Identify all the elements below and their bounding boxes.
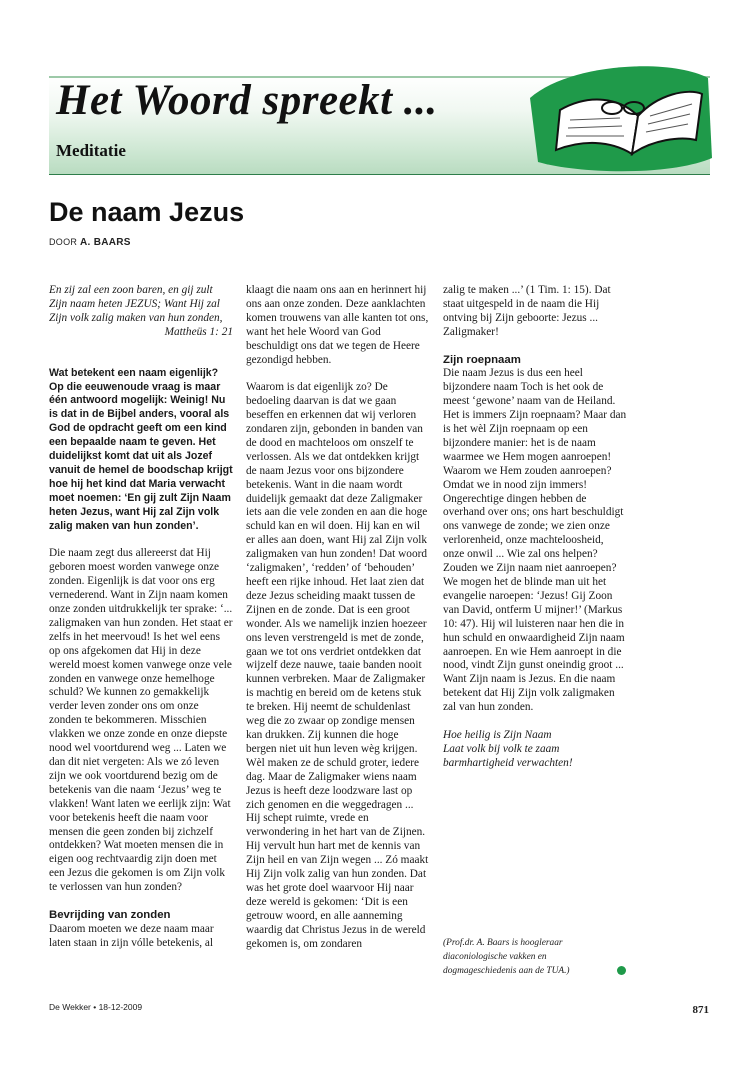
subheading-bevrijding: Bevrijding van zonden (49, 908, 171, 921)
closing-verse-line: Laat volk bij volk te zaam (443, 742, 560, 755)
byline (49, 237, 131, 248)
body-paragraph: klaagt die naam ons aan en herinnert hij ons aan onze zonden. Deze aanklachten komen trouwens van alle kanten tot ons, want het hele Woord van God beschuldigt ons dat we tegen de Heere gezondigd hebben. (246, 284, 429, 366)
column-3 (443, 284, 627, 785)
epigraph (49, 284, 233, 340)
footer-publication: De Wekker • 18-12-2009 (49, 1002, 143, 1012)
subheading-roepnaam: Zijn roepnaam (443, 353, 521, 366)
lead-paragraph: Wat betekent een naam eigenlijk? Op die eeuwenoude vraag is maar één antwoord mogelijk: Weinig! Nu is dat in de Bijbel anders, vooral als God de opdracht geeft om een kind een bepaalde naam te geven. Het duidelijkst komt dat uit als Jozef vanuit de hemel de boodschap krijgt hoe hij het kind dat Maria verwacht moet noemen: ‘En gij zult Zijn Naam heten Jezus, want Hij zal Zijn volk zalig maken van hun zonden’. (49, 366, 233, 532)
body-paragraph: Die naam zegt dus allereerst dat Hij geboren moest worden vanwege onze zonden. Eigenlijk is dat voor ons erg vernederend. Want in Zijn naam komen onze zonden uitdrukkelijk ter sprake: ‘... zaligmaken van hun zonden. Het staat er zelfs in het meervoud! Is het wel eens op ons afgekomen dat Hij in deze wereld moest komen vanwege onze vele zonden en vanwege onze hemelhoge schuld? We kunnen zo gemakkelijk verder leven zonder ons om onze zonden te bekommeren. Misschien vlakken we onze zonde en onze diepste nood wel voortdurend weg ... Laten we dan dit niet vergeten: Als we zó leven zijn we ook voortdurend bezig om de betekenis van die naam ‘Jezus’ weg te vlakken! Want laten we eerlijk zijn: Wat voor betekenis heeft die naam voor mensen die geen zonden bij zichzelf ontdekken? Wat moeten mensen die in eigen oog rechtvaardig zijn doen met een Jezus die gekomen is om Zijn volk te verlossen van hun zonden? (49, 547, 233, 894)
body-paragraph: Daarom moeten we deze naam maar laten staan in zijn vólle betekenis, al (49, 922, 214, 949)
column-1 (49, 284, 233, 965)
end-dot-icon (617, 966, 626, 975)
open-book-with-glasses-icon (520, 58, 716, 174)
epigraph-text: En zij zal een zoon baren, en gij zult Zijn naam heten JEZUS; Want Hij zal Zijn volk zalig maken van hun zonden, (49, 284, 223, 324)
body-paragraph: zalig te maken ...’ (1 Tim. 1: 15). Dat staat uitgespeld in de naam die Hij ontving bij Zijn geboorte: Jezus ... Zaligmaker! (443, 284, 611, 338)
epigraph-reference: Mattheüs 1: 21 (164, 325, 233, 338)
body-paragraph: Die naam Jezus is dus een heel bijzondere naam Toch is het ook de meest ‘gewone’ naam van de Heiland. Het is immers Zijn roepnaam? Maar dan is het wèl Zijn roepnaam op een bijzondere manier: het is de naam waarmee we Hem mogen aanroepen! Waarom we Hem zouden aanroepen? Omdat we in nood zijn immers! Ongerechtige dingen hebben de overhand over ons; ons hart beschuldigt ons vanwege de zonde; we zien onze verlorenheid, onze machteloosheid, onze onwil ... Wie zal ons helpen? Zouden we Zijn naam niet aanroepen? We mogen het de blinde man uit het evangelie naroepen: ‘Jezus! Gij Zoon van David, ontferm U mijner!’ (Markus 10: 47). Hij wil luisteren naar hen die in hun schuld en onwaardigheid Zijn naam aanroepen. En wie Hem aanroept in die nood, vindt Zijn gunst oneindig groot ... Want Zijn naam is Jezus. En die naam betekent dat Hij Zijn volk zaligmaken zal van hun zonden. (443, 367, 627, 714)
section-title: Het Woord spreekt ... (56, 77, 438, 124)
closing-verse (443, 729, 627, 771)
article-title: De naam Jezus (49, 197, 245, 227)
closing-verse-line: barmhartigheid verwachten! (443, 756, 573, 769)
closing-verse-line: Hoe heilig is Zijn Naam (443, 728, 552, 741)
section-subtitle: Meditatie (56, 141, 126, 160)
byline-prefix: DOOR (49, 237, 78, 247)
byline-author: A. BAARS (80, 237, 131, 248)
body-paragraph: Waarom is dat eigenlijk zo? De bedoeling daarvan is dat we gaan beseffen en erkennen dat wij verloren zondaren zijn, gebonden in banden van de dood en machteloos om onszelf te verlossen. Als we dat ontdekken krijgt de naam Jezus voor ons bijzondere betekenis. Want in die naam wordt duidelijk gemaakt dat deze Zaligmaker iets aan die vele zonden en aan die hoge schuld kan en wil doen. Hij kan en wil er alles aan doen, want Hij zal Zijn volk zaligmaken van hun zonden! Dat woord ‘zaligmaken’, ‘redden’ of ‘behouden’ heeft een rijke inhoud. Het laat zien dat deze Jezus scheiding maakt tussen de Zijnen en de zonde. Dat is een groot wonder. Als we namelijk inzien hoezeer ons leven verstrengeld is met de zonde, gaan we tot ons verdriet ontdekken dat wijzelf deze nauwe, taaie banden nooit kunnen verbreken. Maar de Zaligmaker is machtig en bereid om de ketens stuk te breken. Hij neemt de schuldenlast weg die zo zwaar op zondige mensen kan drukken. Zij kunnen die hoge bergen niet uit hun leven wèg krijgen. Wèl maken ze de schuld groter, iedere dag. Maar de Zaligmaker wiens naam Jezus is heeft deze loodzware last op zich genomen en die weggedragen ... Hij schept ruimte, vrede en verwondering in het hart van de Zijnen. Hij vervult hun hart met de kennis van Zijn heil en van Zijn wegen ... Zó maakt Hij Zijn volk zalig van hun zonden. Dat was het grote doel waarvoor Hij naar deze wereld is gekomen: ‘Dit is een getrouw woord, en alle aanneming waardig dat Christus Jezus in de wereld gekomen is, om zondaren (246, 381, 429, 950)
author-note: (Prof.dr. A. Baars is hoogleraar diaconiologische vakken en dogmageschiedenis aan de TUA.) (443, 938, 570, 976)
page-number: 871 (692, 1004, 709, 1016)
column-2 (246, 284, 430, 965)
